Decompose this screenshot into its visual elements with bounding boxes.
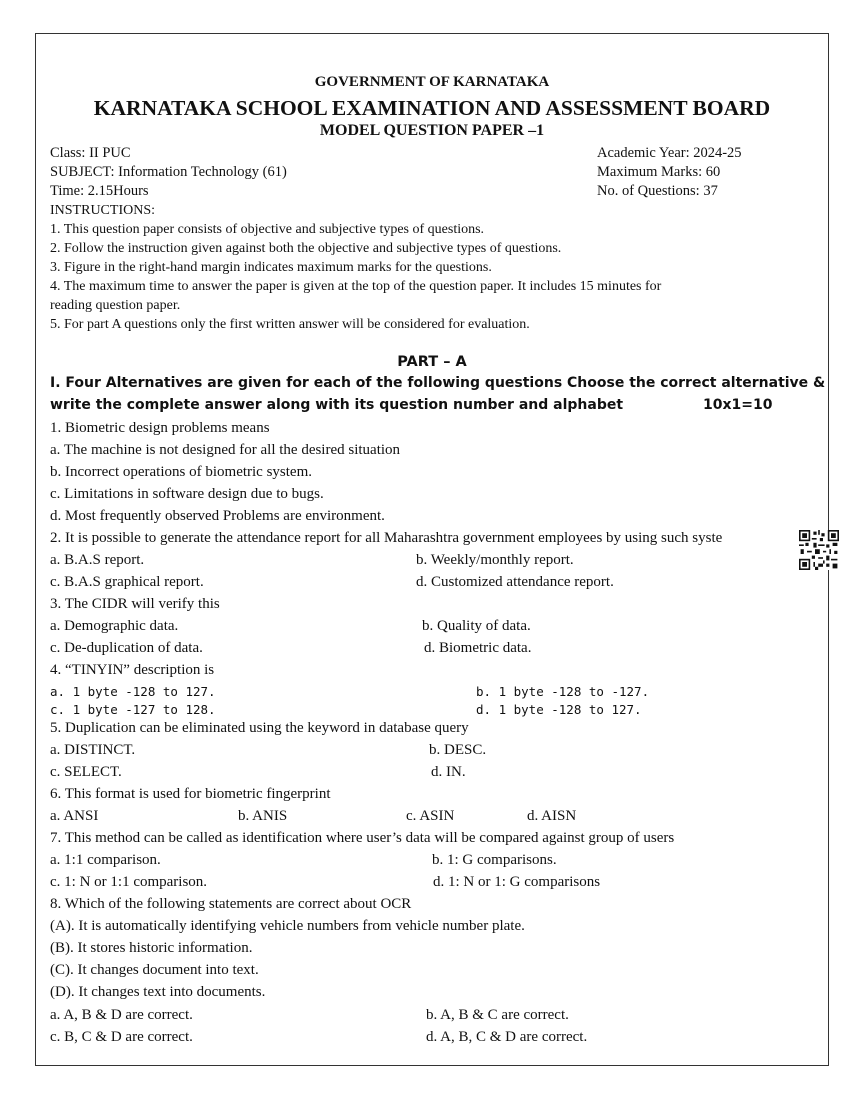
option-b: b. Incorrect operations of biometric system. [50,464,313,480]
section-instruction: I. Four Alternatives are given for each of the following questions Choose the correct alternative & [50,375,826,391]
option-d: d. AISN [527,808,577,824]
option-b: b. 1: G comparisons. [432,852,557,868]
option-a: a. The machine is not designed for all the desired situation [50,442,401,458]
statement-d: (D). It changes text into documents. [50,984,266,1000]
option-d: d. 1 byte -128 to 127. [476,702,642,717]
option-d: d. Customized attendance report. [416,574,614,590]
question-8: 8. Which of the following statements are correct about OCR [50,896,412,912]
question-2: 2. It is possible to generate the attendance report for all Maharashtra government employees by using such syste [50,530,723,546]
question-5: 5. Duplication can be eliminated using the keyword in database query [50,720,469,736]
section-instruction-continued: write the complete answer along with its question number and alphabet [50,397,624,413]
question-6: 6. This format is used for biometric fingerprint [50,786,331,802]
subject-label: SUBJECT: Information Technology (61) [50,164,287,180]
option-a: a. 1 byte -128 to 127. [50,684,216,699]
option-c: c. 1 byte -127 to 128. [50,702,216,717]
question-3: 3. The CIDR will verify this [50,596,220,612]
option-a: a. DISTINCT. [50,742,136,758]
option-a: a. ANSI [50,808,99,824]
option-c: c. De-duplication of data. [50,640,203,656]
statement-b: (B). It stores historic information. [50,940,253,956]
option-b: b. DESC. [429,742,487,758]
option-b: b. A, B & C are correct. [426,1007,569,1023]
qr-code-icon [799,530,839,570]
statement-a: (A). It is automatically identifying vehicle numbers from vehicle number plate. [50,918,525,934]
instruction-item: 4. The maximum time to answer the paper is given at the top of the question paper. It includes 15 minutes for [50,279,662,294]
instruction-item: reading question paper. [50,298,181,313]
academic-year: Academic Year: 2024-25 [597,145,742,161]
question-4: 4. “TINYIN” description is [50,662,215,678]
option-a: a. 1:1 comparison. [50,852,161,868]
maximum-marks: Maximum Marks: 60 [597,164,721,180]
board-heading: KARNATAKA SCHOOL EXAMINATION AND ASSESSMENT BOARD [93,96,771,120]
instruction-item: 3. Figure in the right-hand margin indicates maximum marks for the questions. [50,260,492,275]
option-d: d. A, B, C & D are correct. [426,1029,588,1045]
question-1: 1. Biometric design problems means [50,420,270,436]
option-c: c. Limitations in software design due to bugs. [50,486,324,502]
government-heading: GOVERNMENT OF KARNATAKA [314,74,550,90]
option-a: a. B.A.S report. [50,552,145,568]
instructions-heading: INSTRUCTIONS: [50,203,156,218]
instruction-item: 5. For part A questions only the first written answer will be considered for evaluation. [50,317,530,332]
option-c: c. SELECT. [50,764,122,780]
option-c: c. B, C & D are correct. [50,1029,193,1045]
option-b: b. 1 byte -128 to -127. [476,684,650,699]
option-d: d. Biometric data. [424,640,532,656]
section-marks: 10x1=10 [703,397,773,413]
option-c: c. 1: N or 1:1 comparison. [50,874,208,890]
instruction-item: 1. This question paper consists of objective and subjective types of questions. [50,222,485,237]
option-b: b. Weekly/monthly report. [416,552,574,568]
instruction-item: 2. Follow the instruction given against both the objective and subjective types of questions. [50,241,562,256]
option-b: b. Quality of data. [422,618,531,634]
option-c: c. B.A.S graphical report. [50,574,204,590]
option-b: b. ANIS [238,808,288,824]
option-a: a. A, B & D are correct. [50,1007,193,1023]
question-count: No. of Questions: 37 [597,183,718,199]
option-d: d. Most frequently observed Problems are environment. [50,508,385,524]
paper-title: MODEL QUESTION PAPER –1 [319,122,545,139]
class-label: Class: II PUC [50,145,131,161]
part-a-heading: PART – A [397,354,467,370]
statement-c: (C). It changes document into text. [50,962,259,978]
option-c: c. ASIN [406,808,455,824]
option-d: d. IN. [431,764,466,780]
option-d: d. 1: N or 1: G comparisons [433,874,601,890]
option-a: a. Demographic data. [50,618,179,634]
question-7: 7. This method can be called as identification where user’s data will be compared against group of users [50,830,675,846]
time-label: Time: 2.15Hours [50,183,149,199]
